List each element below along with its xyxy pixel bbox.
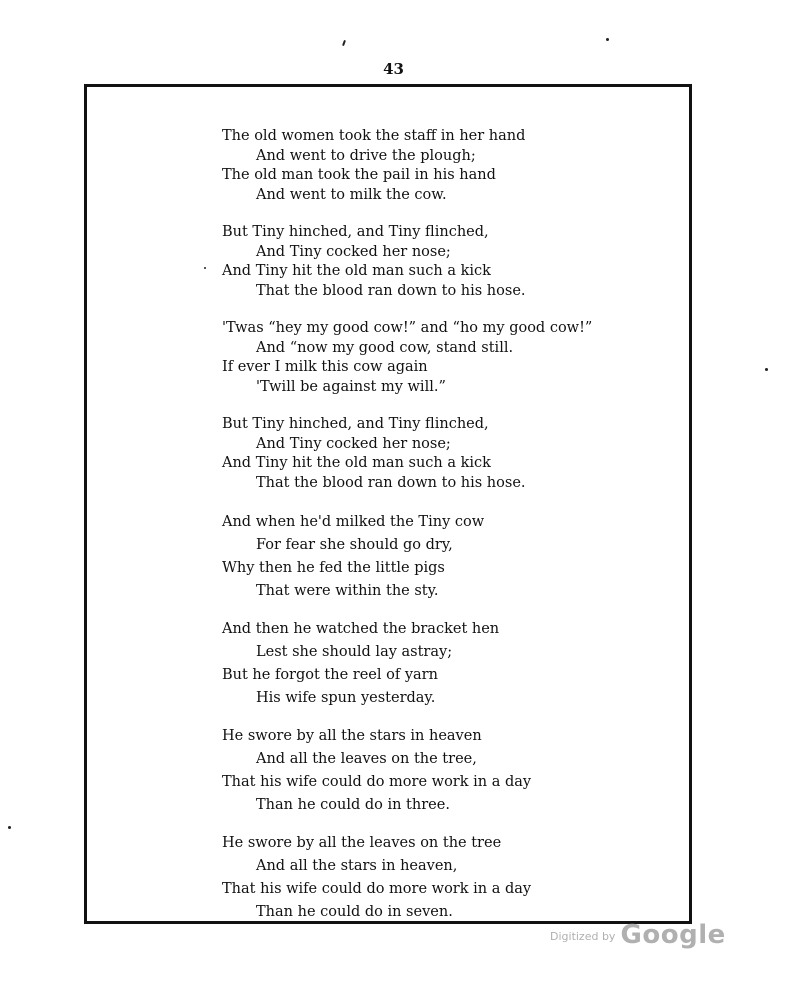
poem [222,127,652,939]
poem-line: If ever I milk this cow again [222,359,428,375]
poem-line: He swore by all the stars in heaven [222,728,482,744]
poem-line: But Tiny hinched, and Tiny flinched, [222,224,489,240]
poem-line: That the blood ran down to his hose. [256,282,526,299]
watermark-prefix: Digitized by [550,930,616,943]
poem-line: And “now my good cow, stand still. [256,339,514,356]
page-number: 43 [383,60,404,78]
poem-line: And Tiny cocked her nose; [256,243,451,260]
stanza [222,223,652,301]
stanza [222,415,652,493]
stanza [222,618,652,710]
poem-line: And when he'd milked the Tiny cow [222,514,485,530]
poem-line: Than he could do in three. [256,797,450,813]
poem-line: That his wife could do more work in a day [222,774,532,790]
poem-line: His wife spun yesterday. [256,690,436,706]
poem-line: And Tiny hit the old man such a kick [222,455,491,471]
stanza [222,127,652,205]
poem-line: Why then he fed the little pigs [222,560,445,576]
scan-speck [342,40,346,46]
poem-line: Than he could do in seven. [256,904,453,920]
poem-line: And went to drive the plough; [256,147,476,164]
poem-line: That his wife could do more work in a day [222,881,532,897]
stanza [222,511,652,603]
poem-line: 'Twas “hey my good cow!” and “ho my good cow!” [222,320,593,336]
poem-line: But he forgot the reel of yarn [222,667,438,683]
stanza [222,319,652,397]
poem-line: But Tiny hinched, and Tiny flinched, [222,416,489,432]
stanza [222,725,652,817]
poem-line: The old women took the staff in her hand [222,128,526,144]
scan-speck [765,368,768,371]
poem-line: For fear she should go dry, [256,537,453,553]
poem-line: And all the leaves on the tree, [256,751,477,767]
watermark-brand: Google [620,920,726,950]
scan-speck [204,267,206,269]
poem-line: 'Twill be against my will.” [256,378,446,395]
poem-line: And Tiny cocked her nose; [256,435,451,452]
digitized-by-google-watermark [550,920,726,950]
scan-speck [606,38,609,41]
poem-line: That were within the sty. [256,583,439,599]
poem-line: And Tiny hit the old man such a kick [222,263,491,279]
poem-line: And then he watched the bracket hen [222,621,500,637]
stanza [222,832,652,924]
poem-line: And went to milk the cow. [256,186,447,203]
poem-line: The old man took the pail in his hand [222,167,496,183]
poem-line: He swore by all the leaves on the tree [222,835,502,851]
poem-line: And all the stars in heaven, [256,858,458,874]
poem-line: That the blood ran down to his hose. [256,474,526,491]
scan-speck [8,826,11,829]
poem-line: Lest she should lay astray; [256,644,453,660]
